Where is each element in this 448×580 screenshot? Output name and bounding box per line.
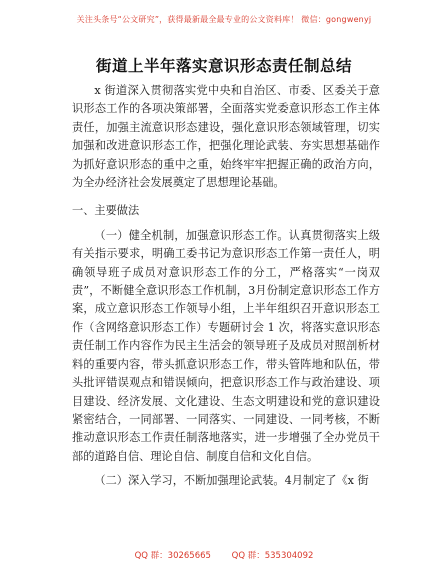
footer-contact <box>0 549 448 561</box>
qq-group-1: QQ 群：30265665 <box>134 551 211 561</box>
section-heading: 一、主要做法 <box>72 204 140 218</box>
qq-group-2: QQ 群：535304092 <box>231 551 314 561</box>
document-title: 街道上半年落实意识形态责任制总结 <box>95 57 352 75</box>
paragraph-mechanism: （一）健全机制，加强意识形态工作。认真贯彻落实上级有关指示要求，明确工委书记为意识形态工作第一责任人，明确领导班子成员对意识形态工作的分工，严格落实“一岗双责”，不断健全意识形态工作机制，3月份制定意识形态工作方案，成立意识形态工作领导小组，上半年组织召开意识形态工作（含网络意识形态工作）专题研讨会 1 次，将落实意识形态责任制工作内容作为民主生活会的领导班子及成员对照剖析材料的重要内容，带头抓意识形态工作，带头管阵地和队伍，带头批评错误观点和错误倾向，把意识形态工作与政治建设、项目建设、经济发展、文化建设、生态文明建设和党的意识建设紧密结合，一同部署、一同落实、一同建设、一同考核，不断推动意识形态工作责任制落地落实，进一步增强了全办党员干部的道路自信、理论自信、制度自信和文化自信。 <box>72 228 380 463</box>
intro-paragraph: x 街道深入贯彻落实党中央和自治区、市委、区委关于意识形态工作的各项决策部署，全面落实党委意识形态工作主体责任，加强主流意识形态建设，强化意识形态领域管理，切实加强和改进意识形态工作，把强化理论武装、夯实思想基础作为抓好意识形态的重中之重，始终牢牢把握正确的政治方向，为全办经济社会发展奠定了思想理论基础。 <box>72 84 380 190</box>
document-body <box>72 82 380 491</box>
header-banner: 关注头条号“公文研究”，获得最新最全最专业的公文资料库！ 微信：gongwenyj <box>76 15 372 24</box>
paragraph-study: （二）深入学习，不断加强理论武装。4月制定了《x 街 <box>94 474 369 488</box>
